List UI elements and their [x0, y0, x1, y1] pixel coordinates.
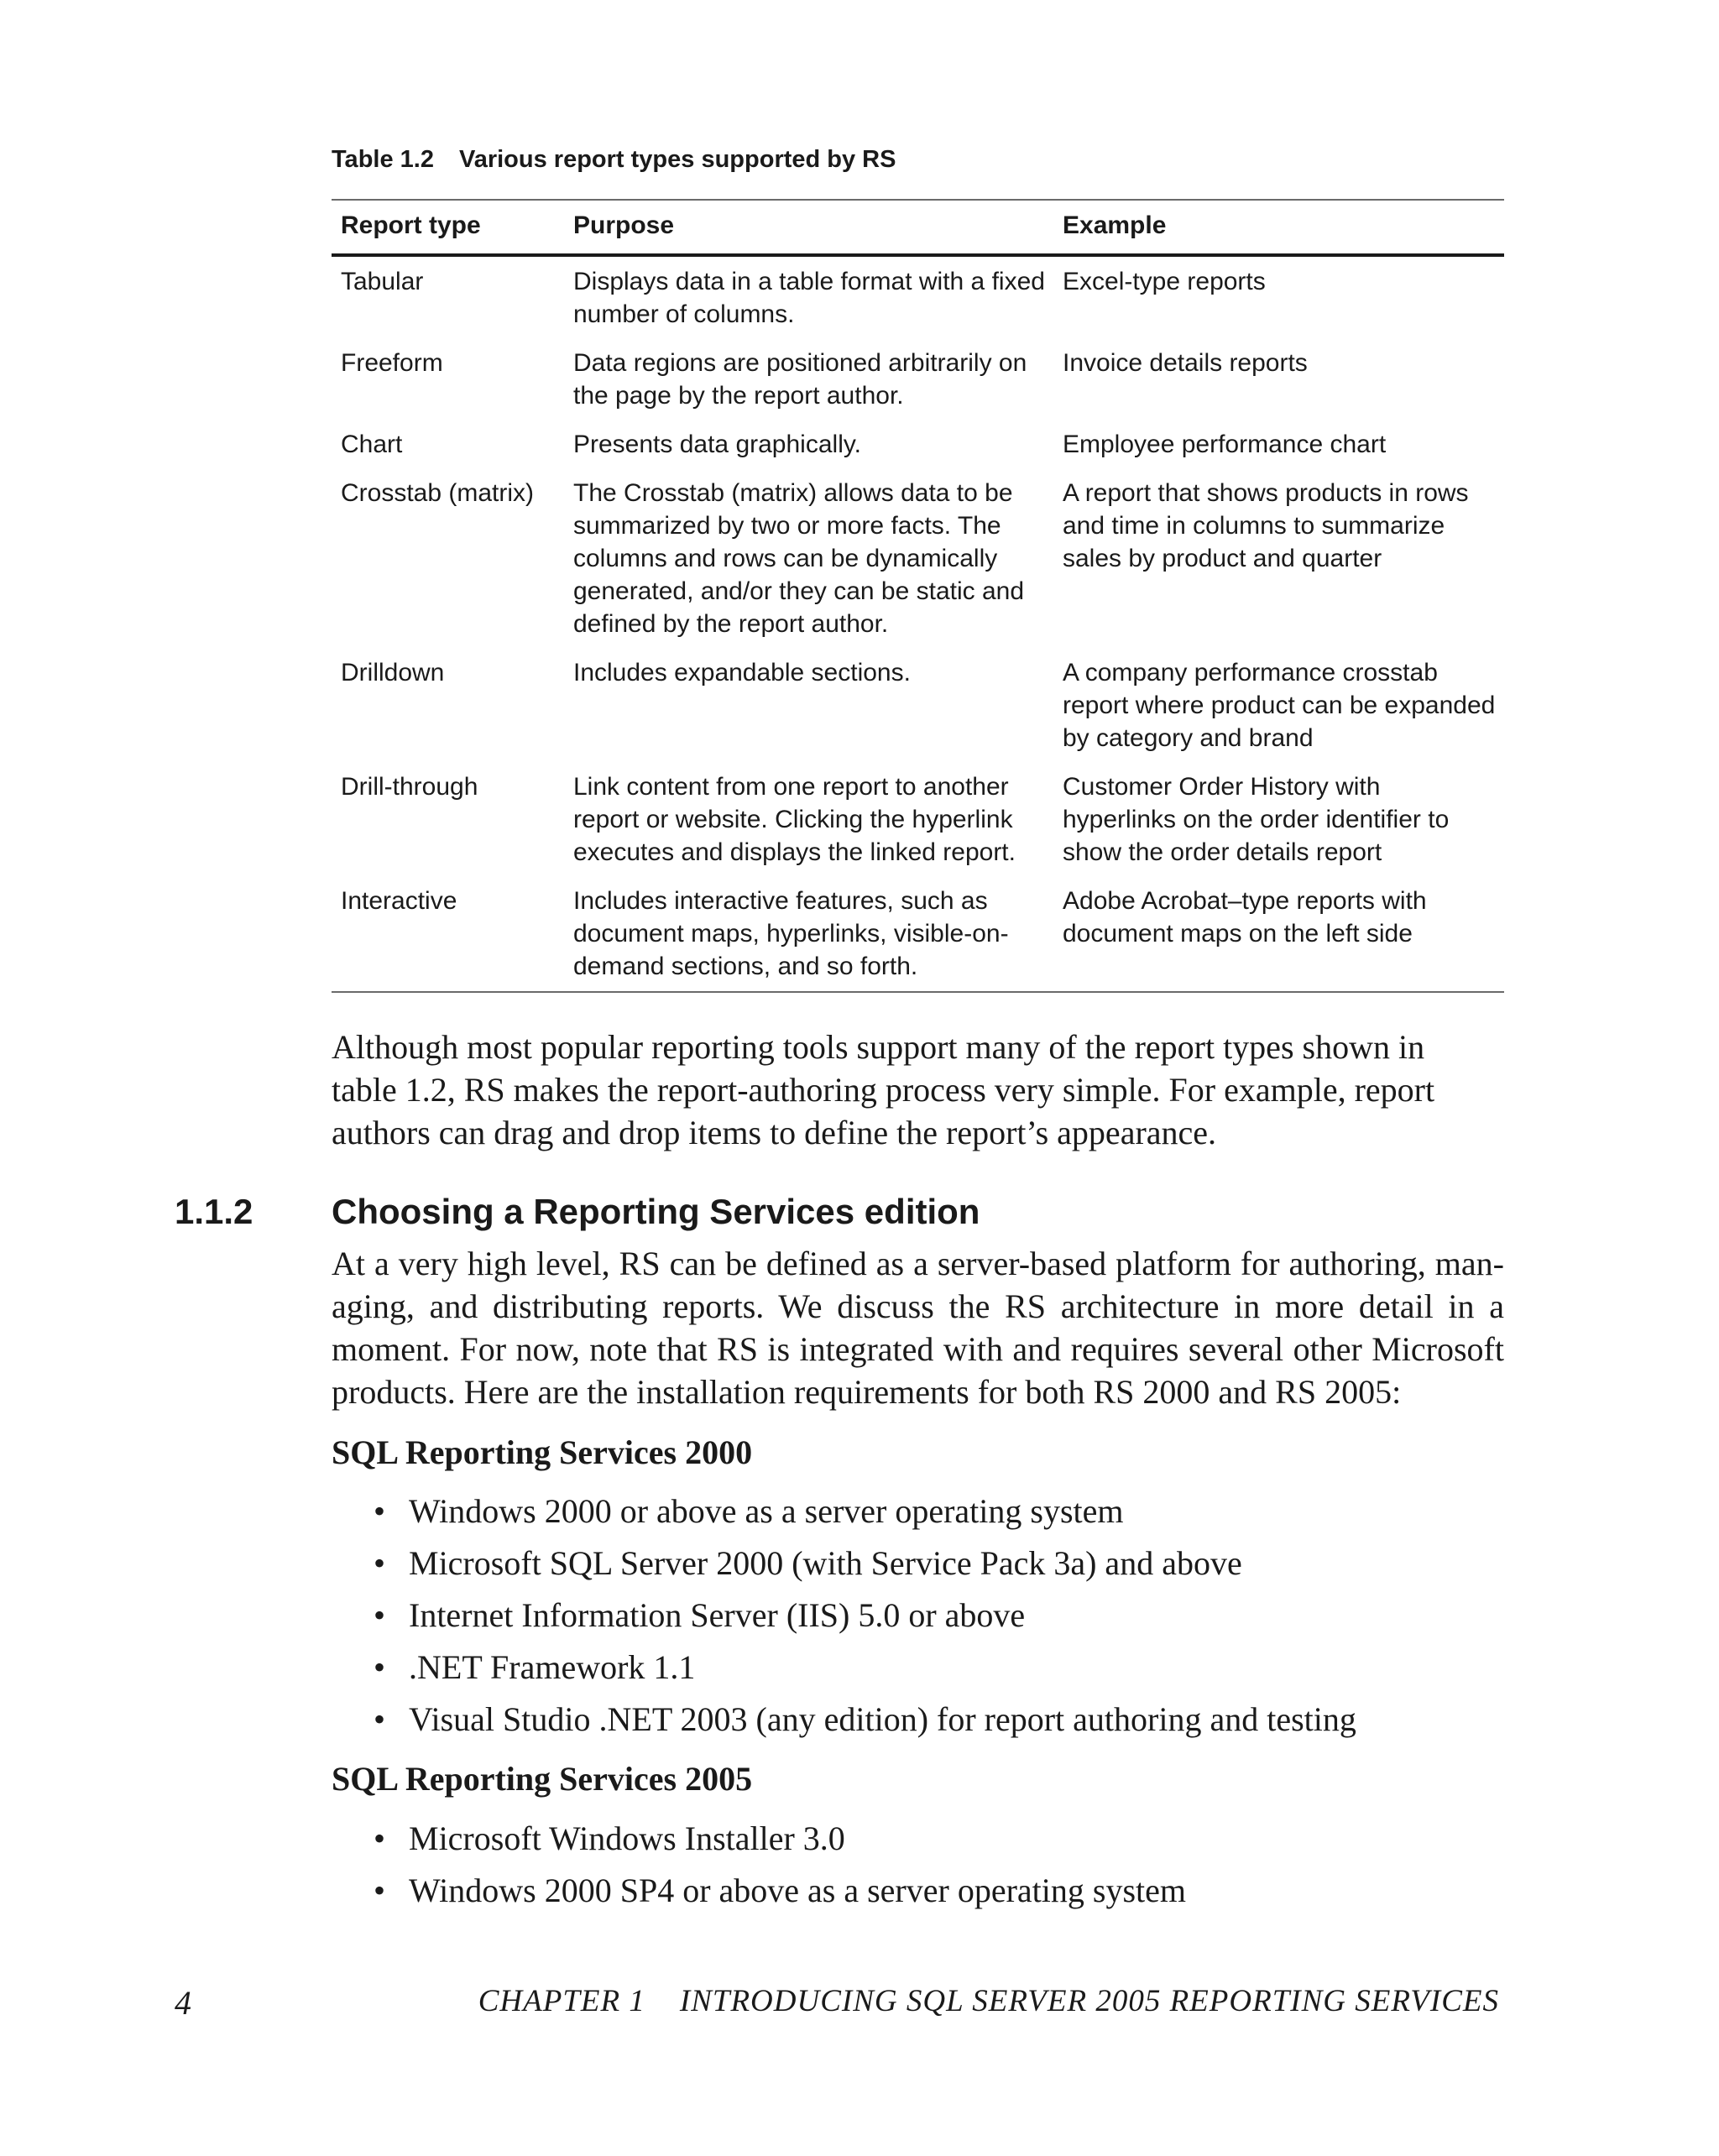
table-row	[332, 770, 1504, 885]
bullet-icon: •	[374, 1700, 386, 1738]
header-report-type: Report type	[332, 200, 564, 255]
table-row	[332, 885, 1504, 992]
intro-line: authors can drag and drop items to define the report’s appearance.	[332, 1114, 1217, 1151]
header-purpose: Purpose	[564, 200, 1053, 255]
list-item-text: Microsoft SQL Server 2000 (with Service Pack 3a) and above	[409, 1544, 1242, 1582]
cell-report-type: Freeform	[341, 349, 443, 377]
cell-purpose: Presents data graphically.	[573, 431, 861, 458]
section-title: Choosing a Reporting Services edition	[332, 1192, 980, 1231]
cell-example: Adobe Acrobat–type reports with document maps on the left side	[1053, 885, 1504, 992]
bullet-icon: •	[374, 1871, 386, 1909]
cell-example: Customer Order History with hyperlinks on the order identifier to show the order details report	[1063, 773, 1450, 866]
cell-report-type: Tabular	[341, 268, 424, 295]
section-line: aging, and distributing reports. We discuss the RS architecture in more detail in a	[332, 1287, 1504, 1325]
list-item	[374, 1865, 1186, 1917]
rs2000-heading: SQL Reporting Services 2000	[332, 1433, 753, 1471]
cell-purpose: Includes interactive features, such as document maps, hyperlinks, visible-on-demand sections, and so forth.	[564, 885, 1053, 992]
cell-purpose: The Crosstab (matrix) allows data to be summarized by two or more facts. The columns and rows can be dynamically generated, and/or they can be static and defined by the report author.	[573, 479, 1025, 638]
cell-example: Employee performance chart	[1063, 431, 1387, 458]
list-item-text: Visual Studio .NET 2003 (any edition) for report authoring and testing	[409, 1700, 1356, 1738]
rs2000-list	[374, 1485, 1356, 1746]
running-head-text: CHAPTER 1 INTRODUCING SQL SERVER 2005 REPORTING SERVICES	[478, 1984, 1499, 2018]
table-row	[332, 255, 1504, 347]
cell-report-type: Interactive	[332, 885, 564, 992]
table-row	[332, 656, 1504, 770]
running-head	[478, 1983, 1499, 2019]
cell-report-type: Chart	[341, 431, 403, 458]
list-item-text: Windows 2000 SP4 or above as a server operating system	[409, 1871, 1186, 1909]
cell-report-type: Crosstab (matrix)	[341, 479, 535, 507]
list-item-text: Microsoft Windows Installer 3.0	[409, 1819, 845, 1857]
cell-purpose: Data regions are positioned arbitrarily on the page by the report author.	[573, 349, 1027, 410]
list-item	[374, 1590, 1356, 1642]
bullet-icon: •	[374, 1492, 386, 1530]
section-line: At a very high level, RS can be defined as a server-based platform for authoring, man-	[332, 1245, 1504, 1282]
list-item	[374, 1537, 1356, 1590]
cell-purpose: Includes expandable sections.	[573, 659, 911, 686]
intro-line: table 1.2, RS makes the report-authoring process very simple. For example, report	[332, 1071, 1435, 1109]
report-types-table	[332, 199, 1504, 993]
rs2005-list	[374, 1813, 1186, 1917]
list-item-text: Windows 2000 or above as a server operating system	[409, 1492, 1124, 1530]
list-item	[374, 1694, 1356, 1746]
table-row	[332, 347, 1504, 428]
section-paragraph	[332, 1242, 1504, 1413]
rs2005-heading: SQL Reporting Services 2005	[332, 1760, 753, 1798]
section-number: 1.1.2	[175, 1192, 253, 1231]
bullet-icon: •	[374, 1819, 386, 1857]
table-row	[332, 477, 1504, 656]
list-item	[374, 1642, 1356, 1694]
list-item-text: .NET Framework 1.1	[409, 1648, 696, 1686]
cell-report-type: Drill-through	[341, 773, 478, 801]
section-line: products. Here are the installation requirements for both RS 2000 and RS 2005:	[332, 1373, 1402, 1411]
list-item	[374, 1485, 1356, 1537]
cell-example: Excel-type reports	[1063, 268, 1266, 295]
table-header-row	[332, 200, 1504, 255]
bullet-icon: •	[374, 1648, 386, 1686]
cell-report-type: Drilldown	[341, 659, 445, 686]
section-line: moment. For now, note that RS is integrated with and requires several other Microsoft	[332, 1330, 1504, 1368]
cell-purpose: Link content from one report to another report or website. Clicking the hyperlink executes and displays the linked report.	[573, 773, 1016, 866]
table-caption-title: Various report types supported by RS	[458, 146, 896, 173]
cell-example: A company performance crosstab report where product can be expanded by category and brand	[1063, 659, 1496, 752]
table-caption-label: Table 1.2	[332, 146, 434, 173]
bullet-icon: •	[374, 1544, 386, 1582]
header-example: Example	[1053, 200, 1504, 255]
table-row	[332, 428, 1504, 477]
bullet-icon: •	[374, 1596, 386, 1634]
intro-line: Although most popular reporting tools support many of the report types shown in	[332, 1028, 1425, 1066]
cell-purpose: Displays data in a table format with a fixed number of columns.	[573, 268, 1045, 328]
table-caption	[332, 146, 896, 174]
list-item	[374, 1813, 1186, 1865]
cell-example: A report that shows products in rows and time in columns to summarize sales by product and quarter	[1063, 479, 1469, 572]
cell-example: Invoice details reports	[1063, 349, 1308, 377]
page-number: 4	[175, 1984, 191, 2022]
intro-paragraph	[332, 1026, 1504, 1154]
list-item-text: Internet Information Server (IIS) 5.0 or above	[409, 1596, 1026, 1634]
